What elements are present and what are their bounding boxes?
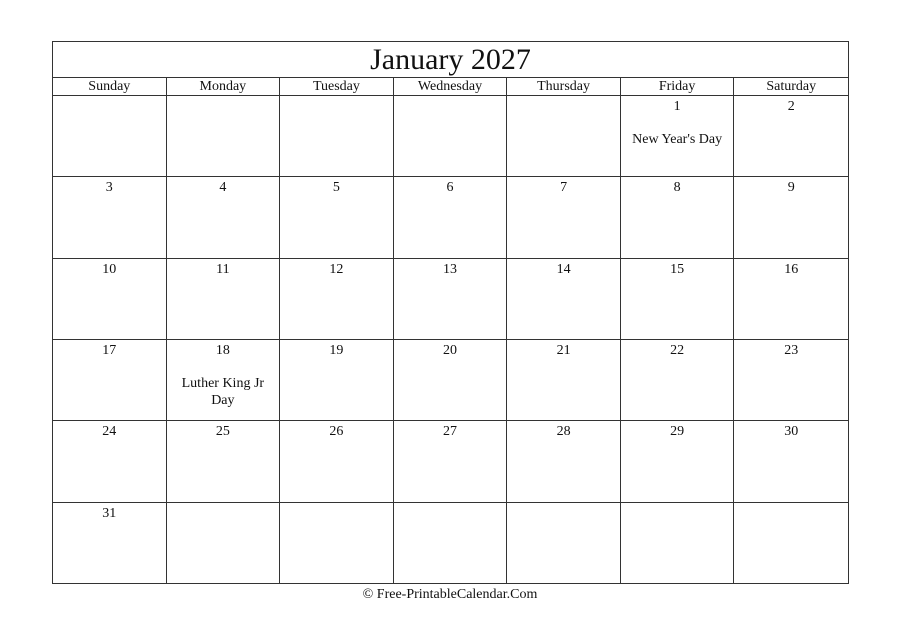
- day-cell: [734, 421, 848, 502]
- day-number: 31: [102, 505, 117, 521]
- holiday-label: New Year's Day: [632, 132, 723, 147]
- calendar-title: January 2027: [370, 42, 531, 76]
- day-cell: [167, 96, 281, 177]
- title-bar: [53, 42, 848, 78]
- day-cell: [394, 177, 508, 258]
- day-cell: [53, 177, 167, 258]
- footer-credit: © Free-PrintableCalendar.Com: [362, 587, 538, 602]
- weekday-sunday: Sunday: [53, 78, 167, 95]
- day-cell: [734, 503, 848, 584]
- day-cell: [167, 340, 281, 421]
- day-number: 6: [446, 180, 454, 196]
- day-number: 19: [329, 343, 344, 358]
- day-number: 15: [670, 261, 685, 277]
- day-cell: [507, 177, 621, 258]
- day-cell: [621, 503, 735, 584]
- day-number: 21: [556, 343, 571, 358]
- weekday-monday: Monday: [167, 78, 281, 95]
- day-cell: [734, 96, 848, 177]
- weekday-tuesday: Tuesday: [280, 78, 394, 95]
- day-cell: [53, 96, 167, 177]
- day-number: 8: [673, 180, 681, 196]
- day-cell: [394, 421, 508, 502]
- weeks-grid: [53, 96, 848, 584]
- day-cell: [394, 340, 508, 421]
- day-cell: [507, 259, 621, 340]
- day-number: 10: [102, 261, 117, 277]
- day-number: 23: [784, 343, 799, 358]
- day-cell: [621, 177, 735, 258]
- day-cell: [280, 340, 394, 421]
- day-cell: [280, 421, 394, 502]
- day-cell: [167, 177, 281, 258]
- day-cell: [280, 177, 394, 258]
- day-cell: [507, 421, 621, 502]
- day-cell: [621, 340, 735, 421]
- day-number: 1: [673, 99, 681, 114]
- day-cell: [621, 96, 735, 177]
- day-cell: [53, 259, 167, 340]
- day-cell: [53, 503, 167, 584]
- weekday-wednesday: Wednesday: [394, 78, 508, 95]
- day-number: 16: [784, 261, 799, 277]
- day-cell: [734, 340, 848, 421]
- day-cell: [394, 503, 508, 584]
- day-number: 24: [102, 424, 117, 440]
- day-number: 5: [332, 180, 340, 196]
- day-number: 17: [102, 343, 117, 358]
- day-cell: [167, 259, 281, 340]
- calendar-grid: [52, 41, 849, 584]
- day-number: 11: [216, 261, 230, 277]
- day-number: 3: [105, 180, 113, 196]
- day-cell: [167, 421, 281, 502]
- day-cell: [280, 259, 394, 340]
- day-number: 22: [670, 343, 685, 358]
- day-cell: [507, 503, 621, 584]
- day-cell: [280, 96, 394, 177]
- day-number: 27: [442, 424, 457, 440]
- day-cell: [53, 340, 167, 421]
- day-cell: [394, 96, 508, 177]
- day-cell: [621, 421, 735, 502]
- day-number: 26: [329, 424, 344, 440]
- day-cell: [734, 177, 848, 258]
- day-number: 2: [787, 99, 795, 114]
- day-cell: [394, 259, 508, 340]
- day-number: 29: [670, 424, 685, 440]
- day-cell: [507, 340, 621, 421]
- day-cell: [734, 259, 848, 340]
- weekday-friday: Friday: [621, 78, 735, 95]
- holiday-label: Luther King Jr Day: [181, 376, 265, 408]
- day-cell: [507, 96, 621, 177]
- day-number: 7: [560, 180, 568, 196]
- weekday-saturday: Saturday: [766, 79, 817, 94]
- day-number: 9: [787, 180, 795, 196]
- day-number: 12: [329, 261, 344, 277]
- day-number: 14: [556, 261, 571, 277]
- day-number: 13: [442, 261, 457, 277]
- weekday-header-row: [53, 78, 848, 96]
- day-number: 25: [215, 424, 230, 440]
- day-cell: [53, 421, 167, 502]
- day-number: 20: [442, 343, 457, 358]
- day-number: 4: [219, 180, 227, 196]
- weekday-thursday: Thursday: [507, 78, 621, 95]
- day-number: 30: [784, 424, 799, 440]
- day-cell: [167, 503, 281, 584]
- day-number: 18: [215, 343, 230, 358]
- day-cell: [621, 259, 735, 340]
- day-cell: [280, 503, 394, 584]
- day-number: 28: [556, 424, 571, 440]
